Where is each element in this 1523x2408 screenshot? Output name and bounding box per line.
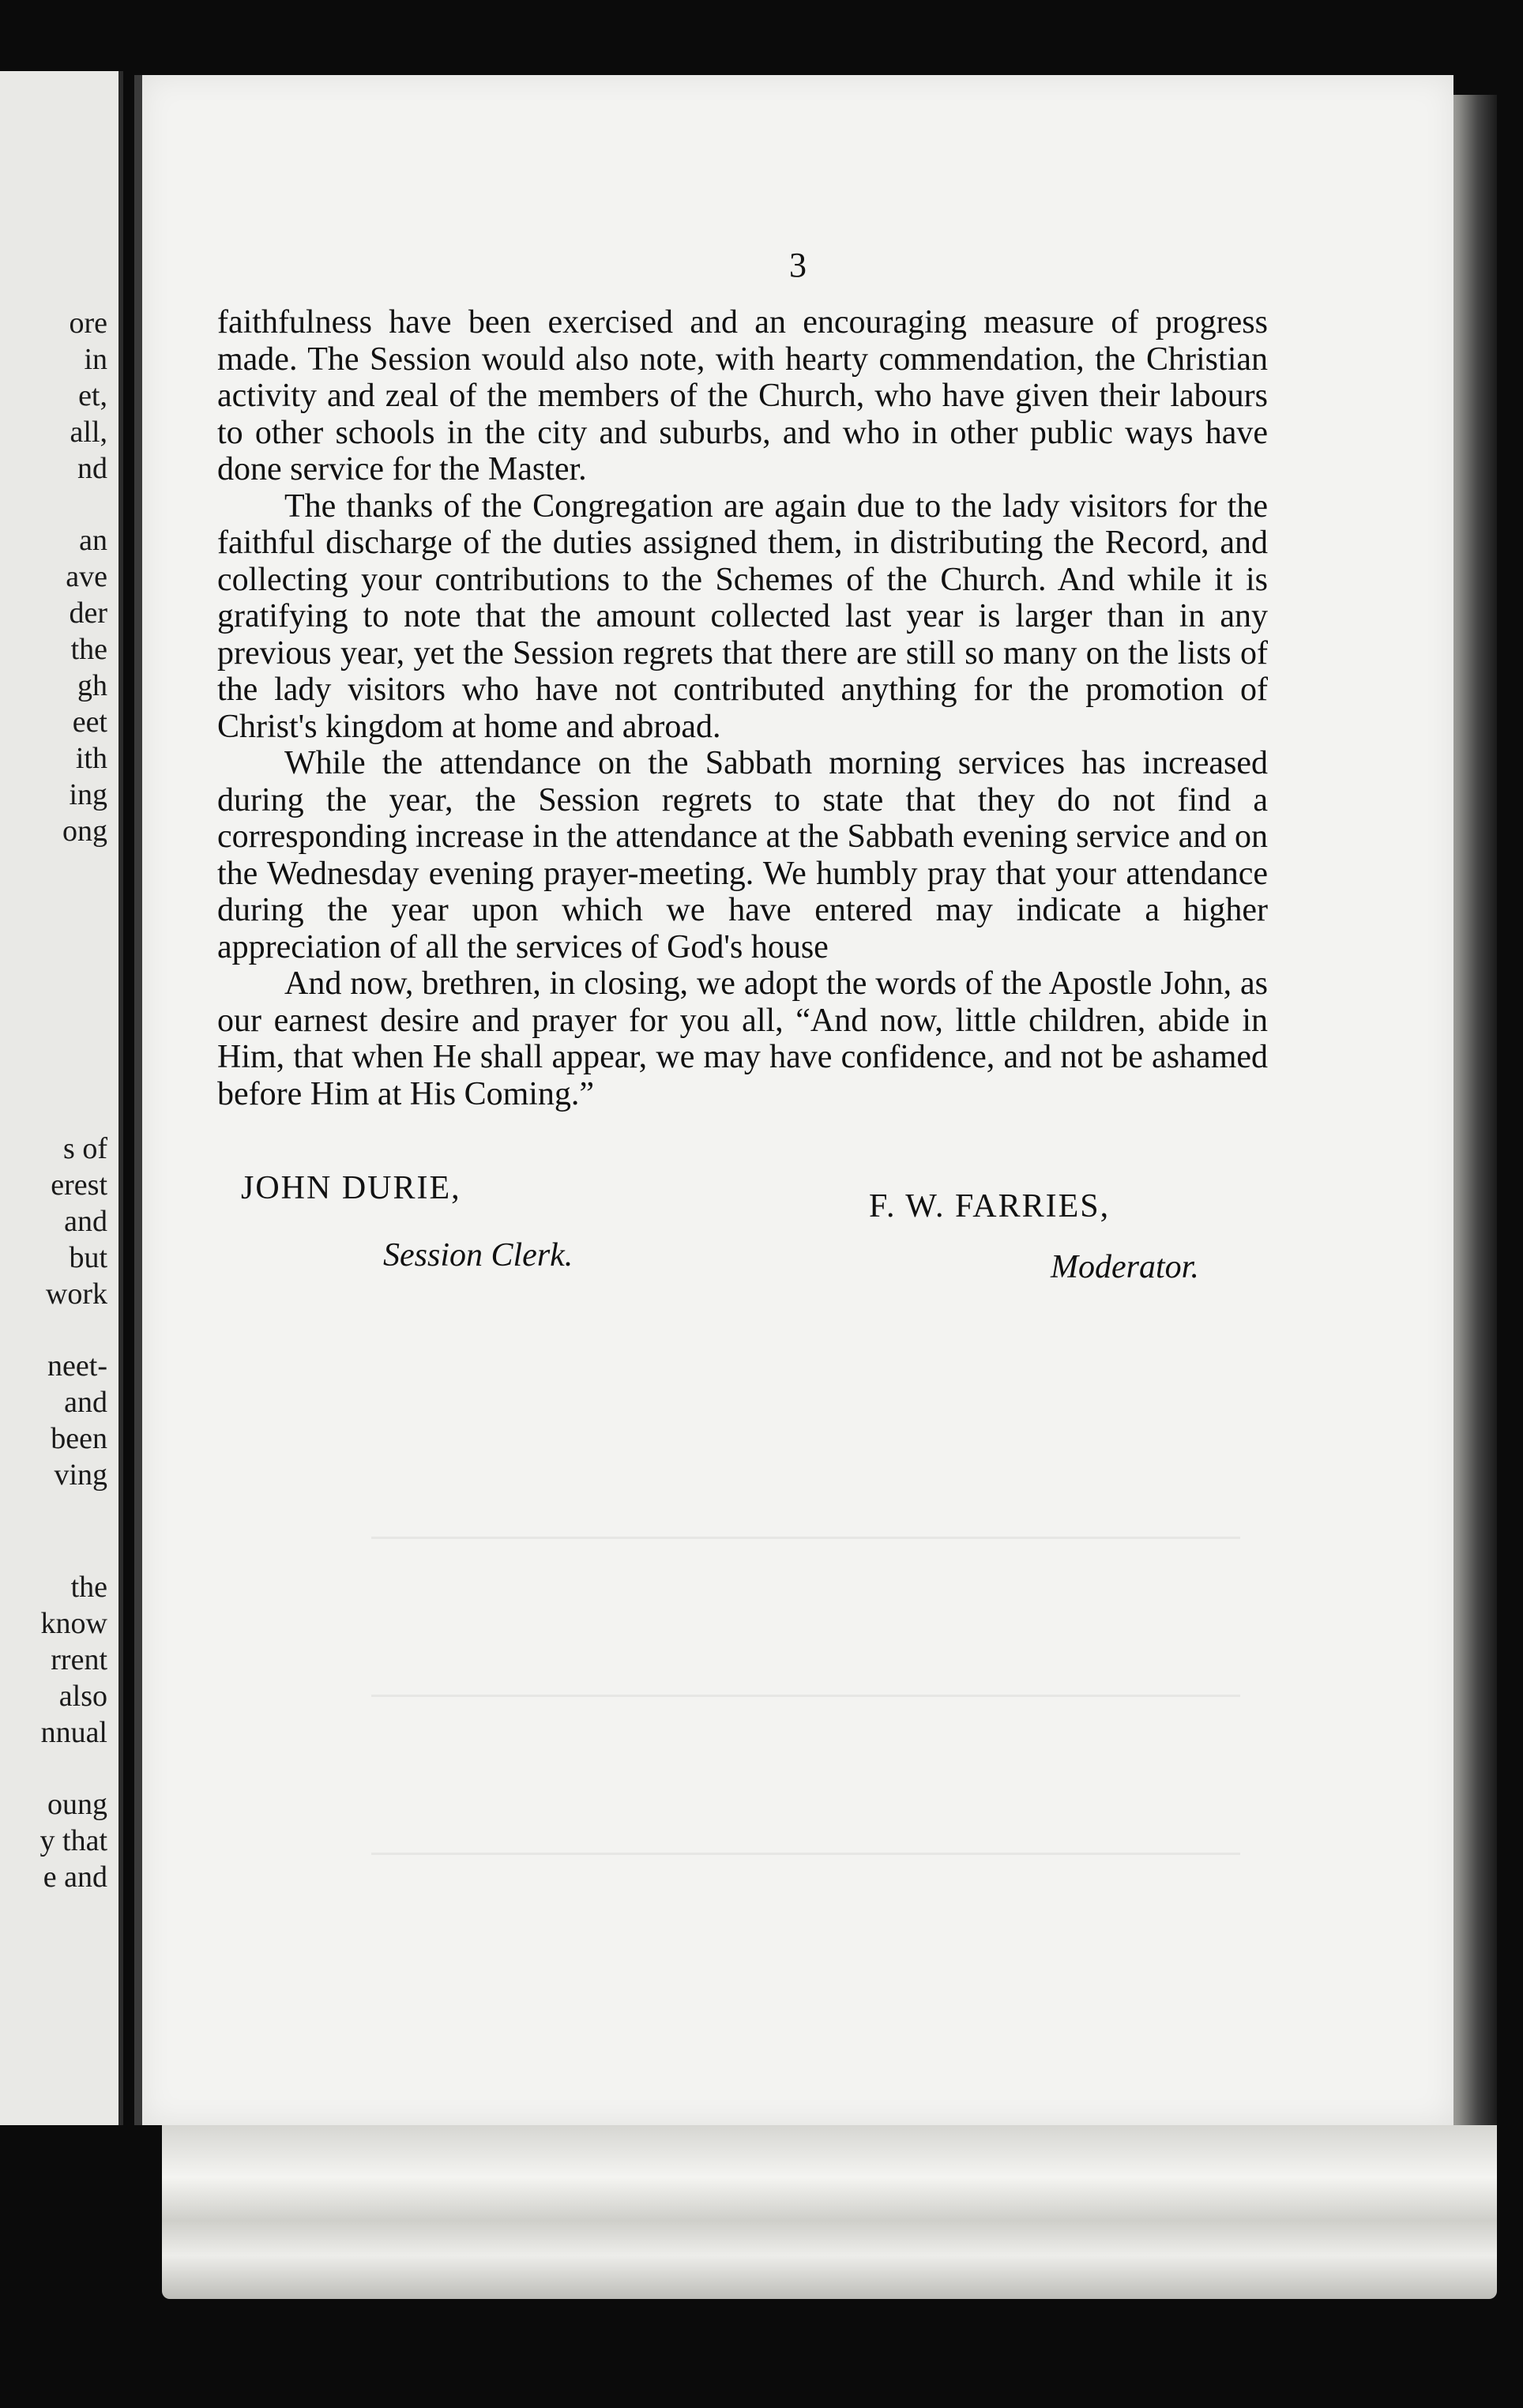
signatory-title-right: Moderator. — [1051, 1249, 1199, 1285]
left-page-text: an — [79, 524, 107, 557]
left-page-text: also — [58, 1680, 107, 1713]
bleed-through-line — [371, 1853, 1240, 1855]
left-page-text: and — [64, 1386, 107, 1419]
left-page-text: all, — [70, 416, 107, 449]
bleed-through-line — [371, 1537, 1240, 1539]
paragraph: The thanks of the Congregation are again due to the lady visitors for the faithful discharge of the duties assigned them, in distributing the Record, and collecting your contributions to the Schemes of the Church. And while it is gratifying to note that the amount collected last year is larger than in any previous year, yet the Session regrets that there are still so many on the lists of the lady visitors who have not contributed anything for the promotion of Christ's kingdom at home and abroad. — [217, 487, 1268, 745]
left-page-text: know — [40, 1607, 107, 1640]
left-page-text: ith — [75, 742, 107, 775]
left-page-text: nd — [77, 452, 107, 485]
left-page-text: eet — [72, 705, 107, 739]
left-page-text: been — [51, 1422, 107, 1455]
left-page-text: and — [64, 1205, 107, 1238]
document-page — [134, 75, 1453, 2125]
left-page-text: ave — [66, 560, 107, 593]
bleed-through-line — [371, 1695, 1240, 1697]
left-page-text: oung — [47, 1788, 107, 1821]
left-page-text: der — [69, 596, 107, 630]
signatory-title-left: Session Clerk. — [383, 1237, 573, 1274]
page-stack-bottom — [162, 2125, 1497, 2299]
left-page-text: gh — [77, 669, 107, 702]
signatory-name-left: JOHN DURIE, — [241, 1170, 461, 1206]
paragraph: While the attendance on the Sabbath morning services has increased during the year, the Session regrets to state that they do not find a corresponding increase in the attendance at the Sabbath evening service and on the Wednesday evening prayer-meeting. We humbly pray that your attendance during the year upon which we have entered may indicate a higher appreciation of all the services of God's house — [217, 745, 1268, 965]
paragraph: faithfulness have been exercised and an encouraging measure of progress made. The Session would also note, with hearty commendation, the Christian activity and zeal of the members of the Church, who have given their labours to other schools in the city and suburbs, and who in other public ways have done service for the Master. — [217, 304, 1268, 487]
left-page-text: rrent — [51, 1643, 107, 1676]
left-page-text: y that — [39, 1824, 107, 1857]
left-page-text: s of — [63, 1132, 107, 1165]
left-page-text: et, — [78, 379, 107, 412]
paragraph: And now, brethren, in closing, we adopt the words of the Apostle John, as our earnest desire and prayer for you all, “And now, little children, abide in Him, that when He shall appear, we may have confidence, and not be ashamed before Him at His Coming.” — [217, 965, 1268, 1112]
left-page-text: ore — [69, 307, 107, 340]
left-page-text: the — [70, 633, 107, 666]
left-page-text: in — [84, 343, 107, 376]
left-page-text: but — [69, 1241, 107, 1274]
left-page-text: ong — [62, 815, 107, 848]
left-page-fragment — [0, 71, 123, 2125]
page-number: 3 — [789, 246, 807, 284]
left-page-text: nnual — [40, 1716, 107, 1749]
left-page-text: ing — [69, 778, 107, 811]
left-page-text: neet- — [47, 1349, 107, 1383]
left-page-text: e and — [43, 1861, 107, 1894]
body-text — [217, 304, 1268, 1112]
left-page-text: erest — [51, 1168, 107, 1202]
left-page-text: work — [45, 1277, 107, 1311]
left-page-text: ving — [54, 1458, 107, 1492]
signatory-name-right: F. W. FARRIES, — [869, 1188, 1111, 1225]
left-page-text: the — [70, 1571, 107, 1604]
